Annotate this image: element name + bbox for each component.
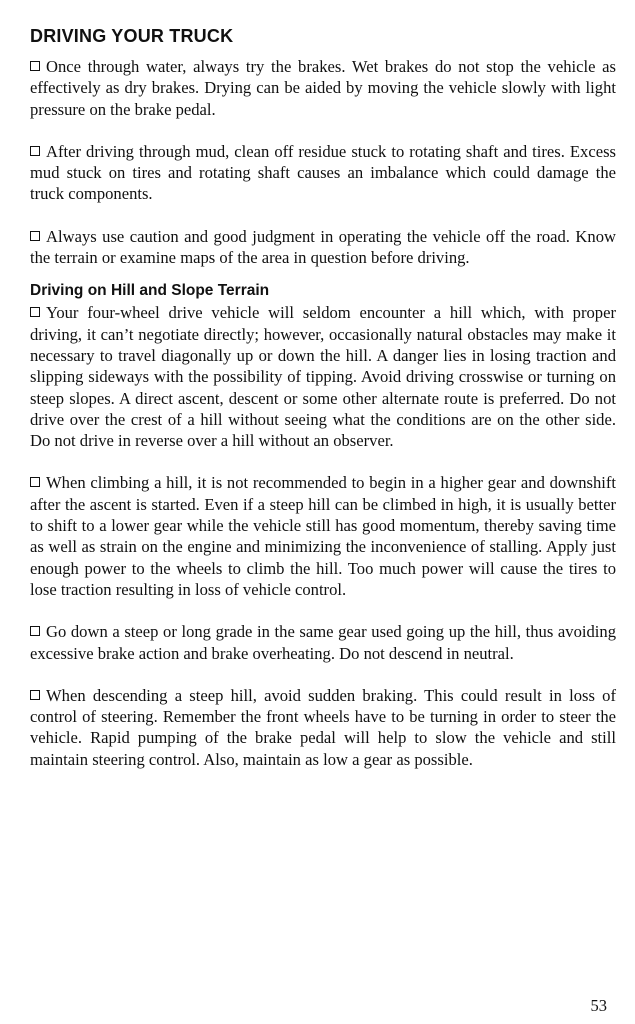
paragraph-text: Your four-wheel drive vehicle will seldom encounter a hill which, with proper driving, it can’t negotiate directly; however, occasionally natural obstacles may make it necessary to travel diagonally up or down the hill. A danger lies in losing traction and slipping sideways with the possibility of tipping. Avoid driving crosswise or turning on steep slopes. A direct ascent, descent or some other alternate route is preferred. Do not drive over the crest of a hill without seeing what the conditions are on the other side. Do not drive in reverse over a hill without an observer.	[30, 303, 616, 451]
checkbox-bullet	[30, 477, 40, 487]
paragraph-caution	[30, 226, 616, 269]
checkbox-bullet	[30, 626, 40, 636]
page-title: DRIVING YOUR TRUCK	[30, 26, 234, 46]
paragraph-text: Go down a steep or long grade in the same gear used going up the hill, thus avoiding excessive brake action and brake overheating. Do not descend in neutral.	[30, 622, 616, 663]
document-page	[30, 24, 616, 791]
paragraph-mud	[30, 141, 616, 205]
paragraph-climbing	[30, 472, 616, 600]
paragraph-wet-brakes	[30, 56, 616, 120]
checkbox-bullet	[30, 146, 40, 156]
checkbox-bullet	[30, 61, 40, 71]
paragraph-text: When climbing a hill, it is not recommended to begin in a higher gear and downshift after the ascent is started. Even if a steep hill can be climbed in high, it is usually better to shift to a lower gear while the vehicle still has good momentum, thereby saving time as well as strain on the engine and minimizing the inconvenience of stalling. Apply just enough power to the wheels to climb the hill. Too much power will cause the tires to lose traction resulting in loss of vehicle control.	[30, 473, 616, 599]
paragraph-descending-braking	[30, 685, 616, 770]
paragraph-text: Always use caution and good judgment in operating the vehicle off the road. Know the terrain or examine maps of the area in question before driving.	[30, 226, 616, 268]
checkbox-bullet	[30, 307, 40, 317]
checkbox-bullet	[30, 690, 40, 700]
paragraph-text: After driving through mud, clean off residue stuck to rotating shaft and tires. Excess mud stuck on tires and rotating shaft causes an imbalance which could damage the truck components.	[30, 141, 616, 204]
section-heading: Driving on Hill and Slope Terrain	[30, 282, 270, 300]
checkbox-bullet	[30, 231, 40, 241]
paragraph-text: When descending a steep hill, avoid sudden braking. This could result in loss of control of steering. Remember the front wheels have to be turning in order to steer the vehicle. Rapid pumping of the brake pedal will help to slow the vehicle and still maintain steering control. Also, maintain as low a gear as possible.	[30, 685, 616, 769]
paragraph-hill-intro	[30, 302, 616, 451]
page-number: 53	[590, 996, 607, 1015]
paragraph-text: Once through water, always try the brakes. Wet brakes do not stop the vehicle as effectively as dry brakes. Drying can be aided by moving the vehicle slowly with light pressure on the brake pedal.	[30, 57, 616, 119]
paragraph-descending-gear	[30, 621, 616, 664]
